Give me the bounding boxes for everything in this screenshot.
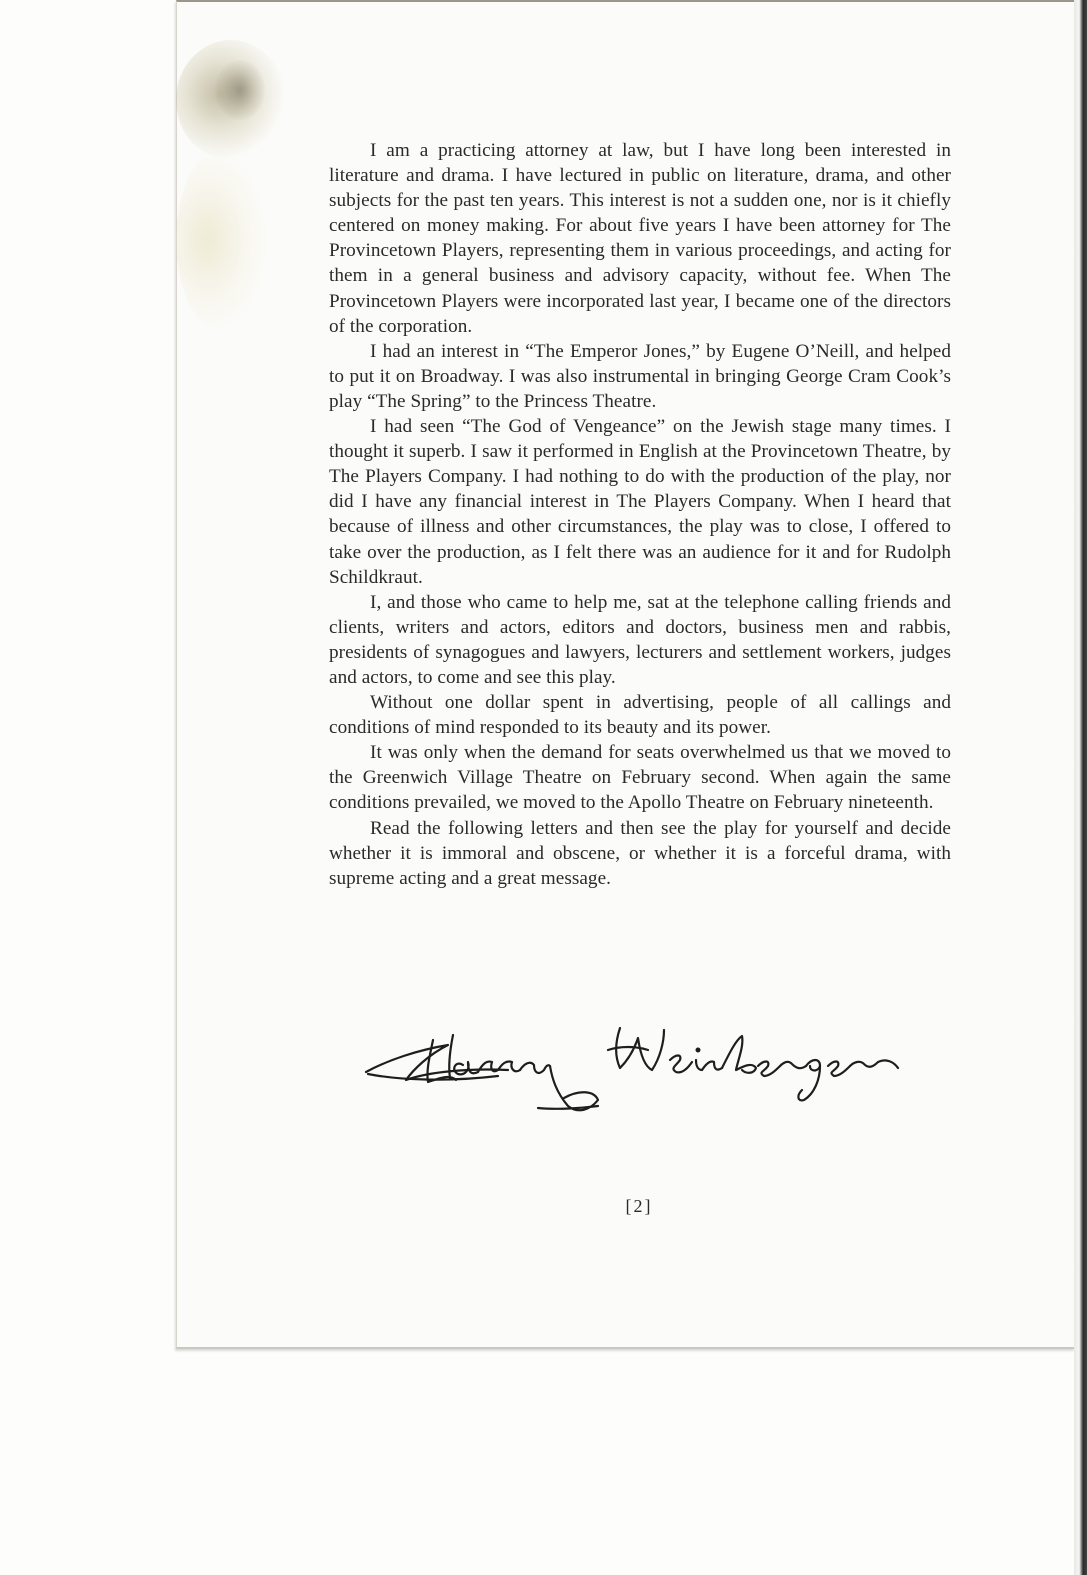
paragraph-background: I am a practicing attorney at law, but I have long been interested in literature and drama. I have lectured in public on literature, drama, and other subjects for the past ten years. This interest is not a sudden one, nor is it chiefly centered on money making. For about five years I have been attorney for The Provincetown Players, representing them in various proceedings, and acting for them in a general business and advisory capacity, without fee. When The Provincetown Players were incorporated last year, I became one of the directors of the corporation. [329,140,951,337]
paragraph-theatre-moves: It was only when the demand for seats overwhelmed us that we moved to the Greenwich Village Theatre on February second. When again the same conditions prevailed, we moved to the Apollo Theatre on February nineteenth. [329,742,951,814]
paragraph-telephone-calls: I, and those who came to help me, sat at the telephone calling friends and clients, writers and actors, editors and doctors, business men and rabbis, presidents of synagogues and lawyers, lecturers and settlement workers, judges and actors, to come and see this play. [329,591,951,688]
paragraph-god-of-vengeance: I had seen “The God of Vengeance” on the Jewish stage many times. I thought it superb. I saw it performed in English at the Provincetown Theatre, by The Players Company. I had nothing to do with the production of the play, nor did I have any financial interest in The Players Company. When I heard that because of illness and other circumstances, the play was to close, I offered to take over the production, as I felt there was an audience for it and for Rudolph Schildkraut. [329,416,951,588]
scan-edge [1074,0,1087,1575]
paragraph-emperor-jones: I had an interest in “The Emperor Jones,” by Eugene O’Neill, and helped to put it on Broadway. I was also instrumental in bringing George Cram Cook’s play “The Spring” to the Princess Theatre. [329,340,951,412]
page-number: [2] [625,1196,653,1216]
paragraph-closing: Read the following letters and then see the play for yourself and decide whether it is immoral and obscene, or whether it is a forceful drama, with supreme acting and a great message. [329,817,951,889]
handwritten-signature [358,1010,958,1120]
letter-body [329,138,951,891]
paragraph-advertising: Without one dollar spent in advertising, people of all callings and conditions of mind responded to its beauty and its power. [329,692,951,739]
